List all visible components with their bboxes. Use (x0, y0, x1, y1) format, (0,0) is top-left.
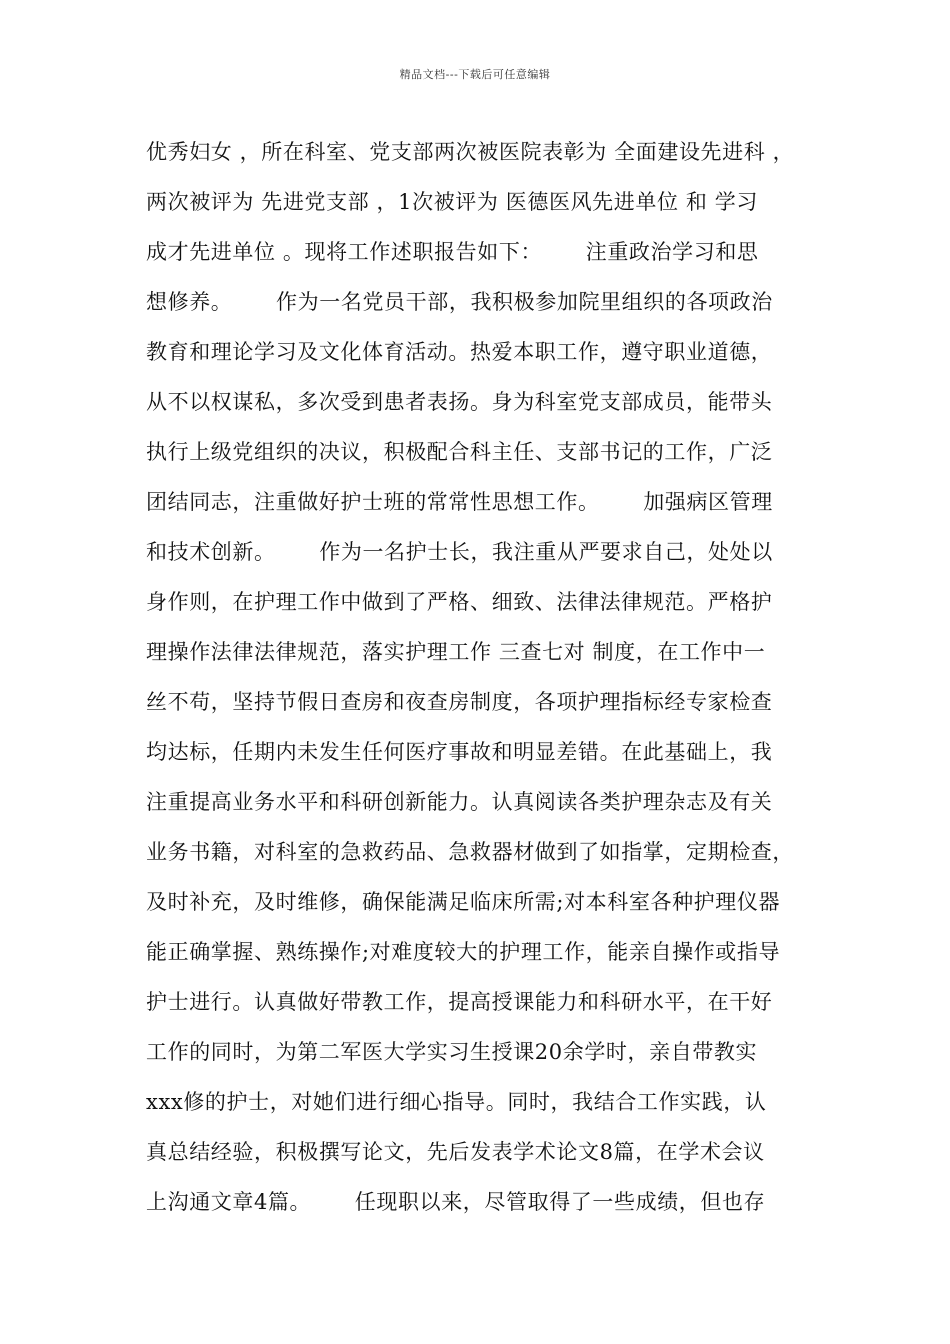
text-line-20: xxx修的护士，对她们进行细心指导。同时，我结合工作实践，认 (146, 1090, 767, 1114)
text-line-1: 优秀妇女 ，所在科室、党支部两次被医院表彰为 全面建设先进科 ， (146, 140, 795, 164)
page-header: 精品文档---下载后可任意编辑 (399, 68, 551, 81)
text-line-18: 护士进行。认真做好带教工作，提高授课能力和科研水平，在干好 (146, 990, 773, 1014)
text-line-15: 业务书籍，对科室的急救药品、急救器材做到了如指掌，定期检查， (146, 840, 794, 864)
text-line-8: 团结同志，注重做好护士班的常常性思想工作。 加强病区管理 (146, 490, 773, 514)
text-line-13: 均达标，任期内未发生任何医疗事故和明显差错。在此基础上，我 (146, 740, 773, 764)
text-line-10: 身作则，在护理工作中做到了严格、细致、法律法律规范。严格护 (146, 590, 773, 614)
text-line-14: 注重提高业务水平和科研创新能力。认真阅读各类护理杂志及有关 (146, 790, 773, 814)
text-line-12: 丝不苟，坚持节假日查房和夜查房制度，各项护理指标经专家检查 (146, 690, 773, 714)
text-line-3: 成才先进单位 。现将工作述职报告如下： 注重政治学习和思 (146, 240, 759, 264)
text-line-4: 想修养。 作为一名党员干部，我积极参加院里组织的各项政治 (146, 290, 773, 314)
text-line-7: 执行上级党组织的决议，积极配合科主任、支部书记的工作，广泛 (146, 440, 773, 464)
text-line-16: 及时补充，及时维修，确保能满足临床所需;对本科室各种护理仪器 (146, 890, 781, 914)
text-line-19: 工作的同时，为第二军医大学实习生授课20余学时，亲自带教实 (146, 1040, 758, 1064)
text-line-21: 真总结经验，积极撰写论文，先后发表学术论文8篇，在学术会议 (146, 1140, 765, 1164)
text-line-11: 理操作法律法律规范，落实护理工作 三查七对 制度，在工作中一 (146, 640, 766, 664)
text-line-6: 从不以权谋私，多次受到患者表扬。身为科室党支部成员，能带头 (146, 390, 773, 414)
document-body (146, 132, 826, 1232)
text-line-22: 上沟通文章4篇。 任现职以来，尽管取得了一些成绩，但也存 (146, 1190, 766, 1214)
text-line-2: 两次被评为 先进党支部 ，1次被评为 医德医风先进单位 和 学习 (146, 190, 758, 214)
text-line-9: 和技术创新。 作为一名护士长，我注重从严要求自己，处处以 (146, 540, 773, 564)
text-line-17: 能正确掌握、熟练操作;对难度较大的护理工作，能亲自操作或指导 (146, 940, 781, 964)
text-line-5: 教育和理论学习及文化体育活动。热爱本职工作，遵守职业道德， (146, 340, 773, 364)
